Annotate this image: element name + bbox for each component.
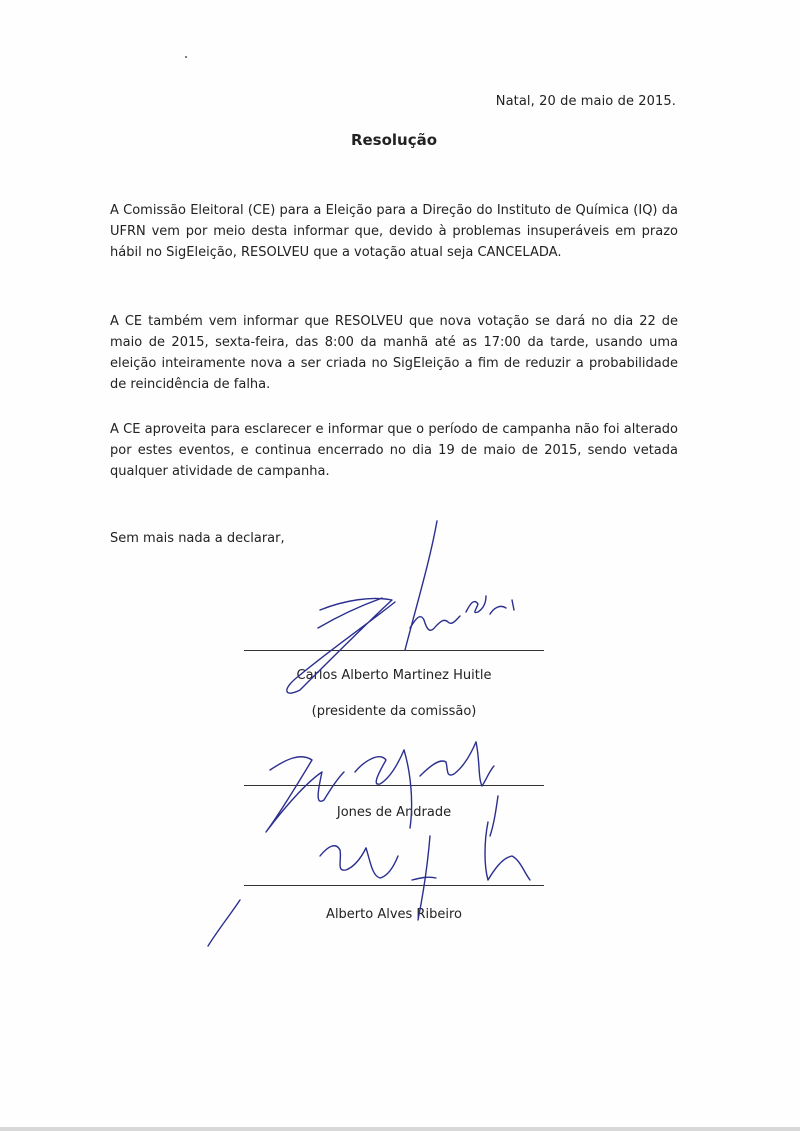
scan-speck <box>185 56 187 58</box>
signer-name-3: Alberto Alves Ribeiro <box>326 907 462 922</box>
scan-bottom-edge <box>0 1127 800 1131</box>
document-title: Resolução <box>350 131 438 149</box>
signature-3-stroke-e <box>485 822 530 880</box>
document-date: Natal, 20 de maio de 2015. <box>495 94 676 109</box>
signature-1-stroke-f <box>490 606 506 614</box>
paragraph-new-vote: A CE também vem informar que RESOLVEU que nova votação se dará no dia 22 de maio de 2015, sexta-feira, das 8:00 da manhã até as 17:00 da tarde, usando uma eleição inteiramente nova a ser criada no SigEleição a fim de reduzir a probabilidade de reincidência de falha. <box>110 314 678 392</box>
signature-line-3 <box>244 885 544 886</box>
signature-line-1 <box>244 650 544 651</box>
signature-2-stroke-a <box>266 757 344 832</box>
signature-1-stroke-e <box>466 596 486 613</box>
closing-statement: Sem mais nada a declarar, <box>110 531 285 546</box>
signature-3-stroke-b <box>366 848 398 878</box>
signature-1-stroke-d <box>410 616 460 630</box>
signature-1-stroke-g <box>512 600 514 610</box>
signature-3-stroke-d <box>412 877 436 880</box>
signature-1-stroke-a <box>405 521 437 650</box>
signature-3-stroke-a <box>320 846 366 870</box>
paragraph-cancellation: A Comissão Eleitoral (CE) para a Eleição para a Direção do Instituto de Química (IQ) da UFRN vem por meio desta informar que, devido à problemas insuperáveis em prazo hábil no SigEleição, RESOLVEU que a votação atual seja CANCELADA. <box>110 203 678 260</box>
signature-2-stroke-b <box>355 750 404 784</box>
signer-name-2: Jones de Andrade <box>336 805 452 820</box>
paragraph-campaign: A CE aproveita para esclarecer e informar que o período de campanha não foi alterado por estes eventos, e continua encerrado no dia 19 de maio de 2015, sendo vetada qualquer atividade de campanha. <box>110 422 678 479</box>
signature-1-stroke-c <box>318 598 382 628</box>
signer-role-1: (presidente da comissão) <box>311 704 477 719</box>
signature-2-stroke-d <box>420 742 476 776</box>
signer-name-1: Carlos Alberto Martinez Huitle <box>296 668 492 683</box>
signature-2-stroke-e <box>476 742 494 786</box>
signature-line-2 <box>244 785 544 786</box>
